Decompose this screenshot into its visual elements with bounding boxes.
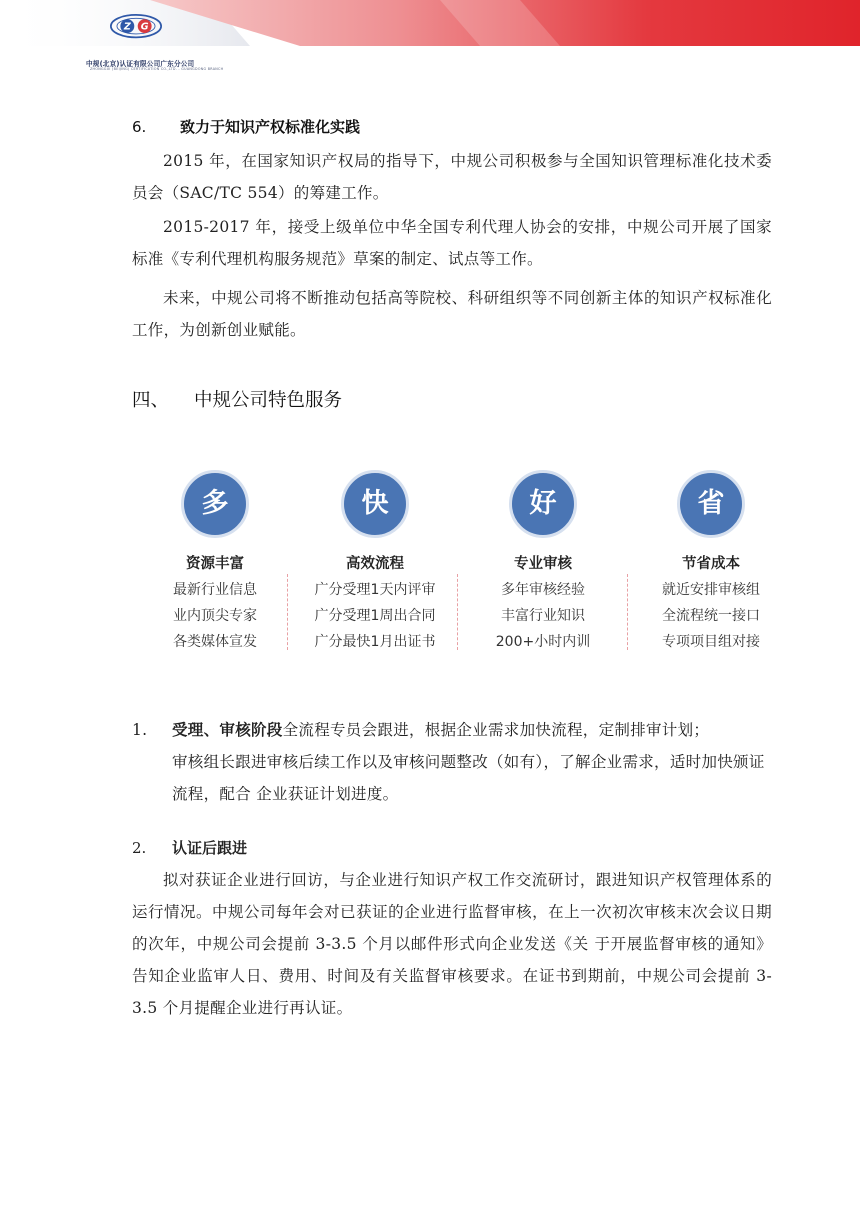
- feature-line: 各类媒体宣发: [173, 634, 257, 650]
- section-4-number: 四、: [132, 390, 170, 411]
- feature-circle-icon: 省: [677, 470, 745, 538]
- feature-line: 丰富行业知识: [501, 608, 585, 624]
- item-2-heading: [132, 837, 247, 858]
- features-grid: [140, 470, 780, 660]
- section-6-heading: [132, 116, 360, 137]
- section-6-paragraph-1: [132, 145, 772, 209]
- dashed-divider: [627, 574, 628, 650]
- feature-line: 就近安排审核组: [662, 582, 760, 598]
- section-4-heading: [132, 386, 342, 412]
- feature-card-efficiency: [300, 470, 450, 655]
- feature-card-resources: [140, 470, 290, 655]
- item-1-block: [132, 714, 772, 810]
- section-6-title: 致力于知识产权标准化实践: [180, 118, 361, 136]
- feature-circle-icon: 多: [181, 470, 249, 538]
- company-name-en: ZHONGGUI (BEIJING) CERTIFICATION CO.,LTD. - GUANGDONG BRANCH: [90, 67, 224, 71]
- feature-label: 高效流程: [346, 556, 404, 572]
- section-6-paragraph-3: [132, 282, 772, 346]
- feature-line: 广分受理1周出合同: [314, 608, 436, 624]
- logo-letter-g: G: [140, 21, 149, 33]
- feature-line: 全流程统一接口: [662, 608, 760, 624]
- item-1-number: 1.: [132, 721, 148, 739]
- paragraph-text: 拟对获证企业进行回访，与企业进行知识产权工作交流研讨，跟进知识产权管理体系的运行情况。中规公司每年会对已获证的企业进行监督审核，在上一次初次审核末次会议日期的次年，中规公司会提前 3-3.5 个月以邮件形式向企业发送《关 于开展监督审核的通知》告知企业监审人日、费用、时间及有关监督审核要求。在证书到期前，中规公司会提前 3-3.5 个月提醒企业进行再认证。: [132, 871, 772, 1017]
- feature-label: 专业审核: [514, 556, 572, 572]
- feature-line: 最新行业信息: [173, 582, 257, 598]
- paragraph-text: 2015 年，在国家知识产权局的指导下，中规公司积极参与全国知识管理标准化技术委员会（SAC/TC 554）的筹建工作。: [132, 152, 772, 202]
- company-name: 中规(北京)认证有限公司广东分公司: [86, 60, 195, 68]
- section-6-number: 6.: [132, 118, 147, 136]
- feature-line: 专项项目组对接: [662, 634, 760, 650]
- feature-card-professional: [468, 470, 618, 655]
- dashed-divider: [457, 574, 458, 650]
- item-1-heading: [132, 714, 772, 746]
- item-2-title: 认证后跟进: [172, 839, 248, 857]
- feature-label: 资源丰富: [186, 556, 244, 572]
- item-1-continuation: 审核组长跟进审核后续工作以及审核问题整改（如有），了解企业需求，适时加快颁证流程，配合 企业获证计划进度。: [172, 753, 765, 803]
- item-2-number: 2.: [132, 839, 147, 857]
- paragraph-text: 未来，中规公司将不断推动包括高等院校、科研组织等不同创新主体的知识产权标准化工作，为创新创业赋能。: [132, 289, 772, 339]
- section-6-paragraph-2: [132, 211, 772, 275]
- company-logo: [86, 14, 224, 71]
- feature-line: 广分受理1天内评审: [314, 582, 436, 598]
- item-1-lead: 全流程专员会跟进，根据企业需求加快流程，定制排审计划；: [282, 721, 710, 739]
- feature-line: 多年审核经验: [501, 582, 585, 598]
- dashed-divider: [287, 574, 288, 650]
- feature-line: 广分最快1月出证书: [314, 634, 436, 650]
- item-2-paragraph: [132, 864, 772, 1024]
- logo-letter-z: Z: [123, 21, 131, 33]
- paragraph-text: 2015-2017 年，接受上级单位中华全国专利代理人协会的安排，中规公司开展了国家标准《专利代理机构服务规范》草案的制定、试点等工作。: [132, 218, 772, 268]
- feature-circle-icon: 快: [341, 470, 409, 538]
- zg-logo-icon: [106, 14, 166, 40]
- item-1-title: 受理、审核阶段: [172, 721, 283, 739]
- feature-circle-icon: 好: [509, 470, 577, 538]
- feature-line: 业内顶尖专家: [173, 608, 257, 624]
- section-4-title: 中规公司特色服务: [194, 390, 343, 411]
- feature-card-cost: [636, 470, 786, 655]
- feature-line: 200+小时内训: [495, 634, 591, 650]
- feature-label: 节省成本: [682, 556, 740, 572]
